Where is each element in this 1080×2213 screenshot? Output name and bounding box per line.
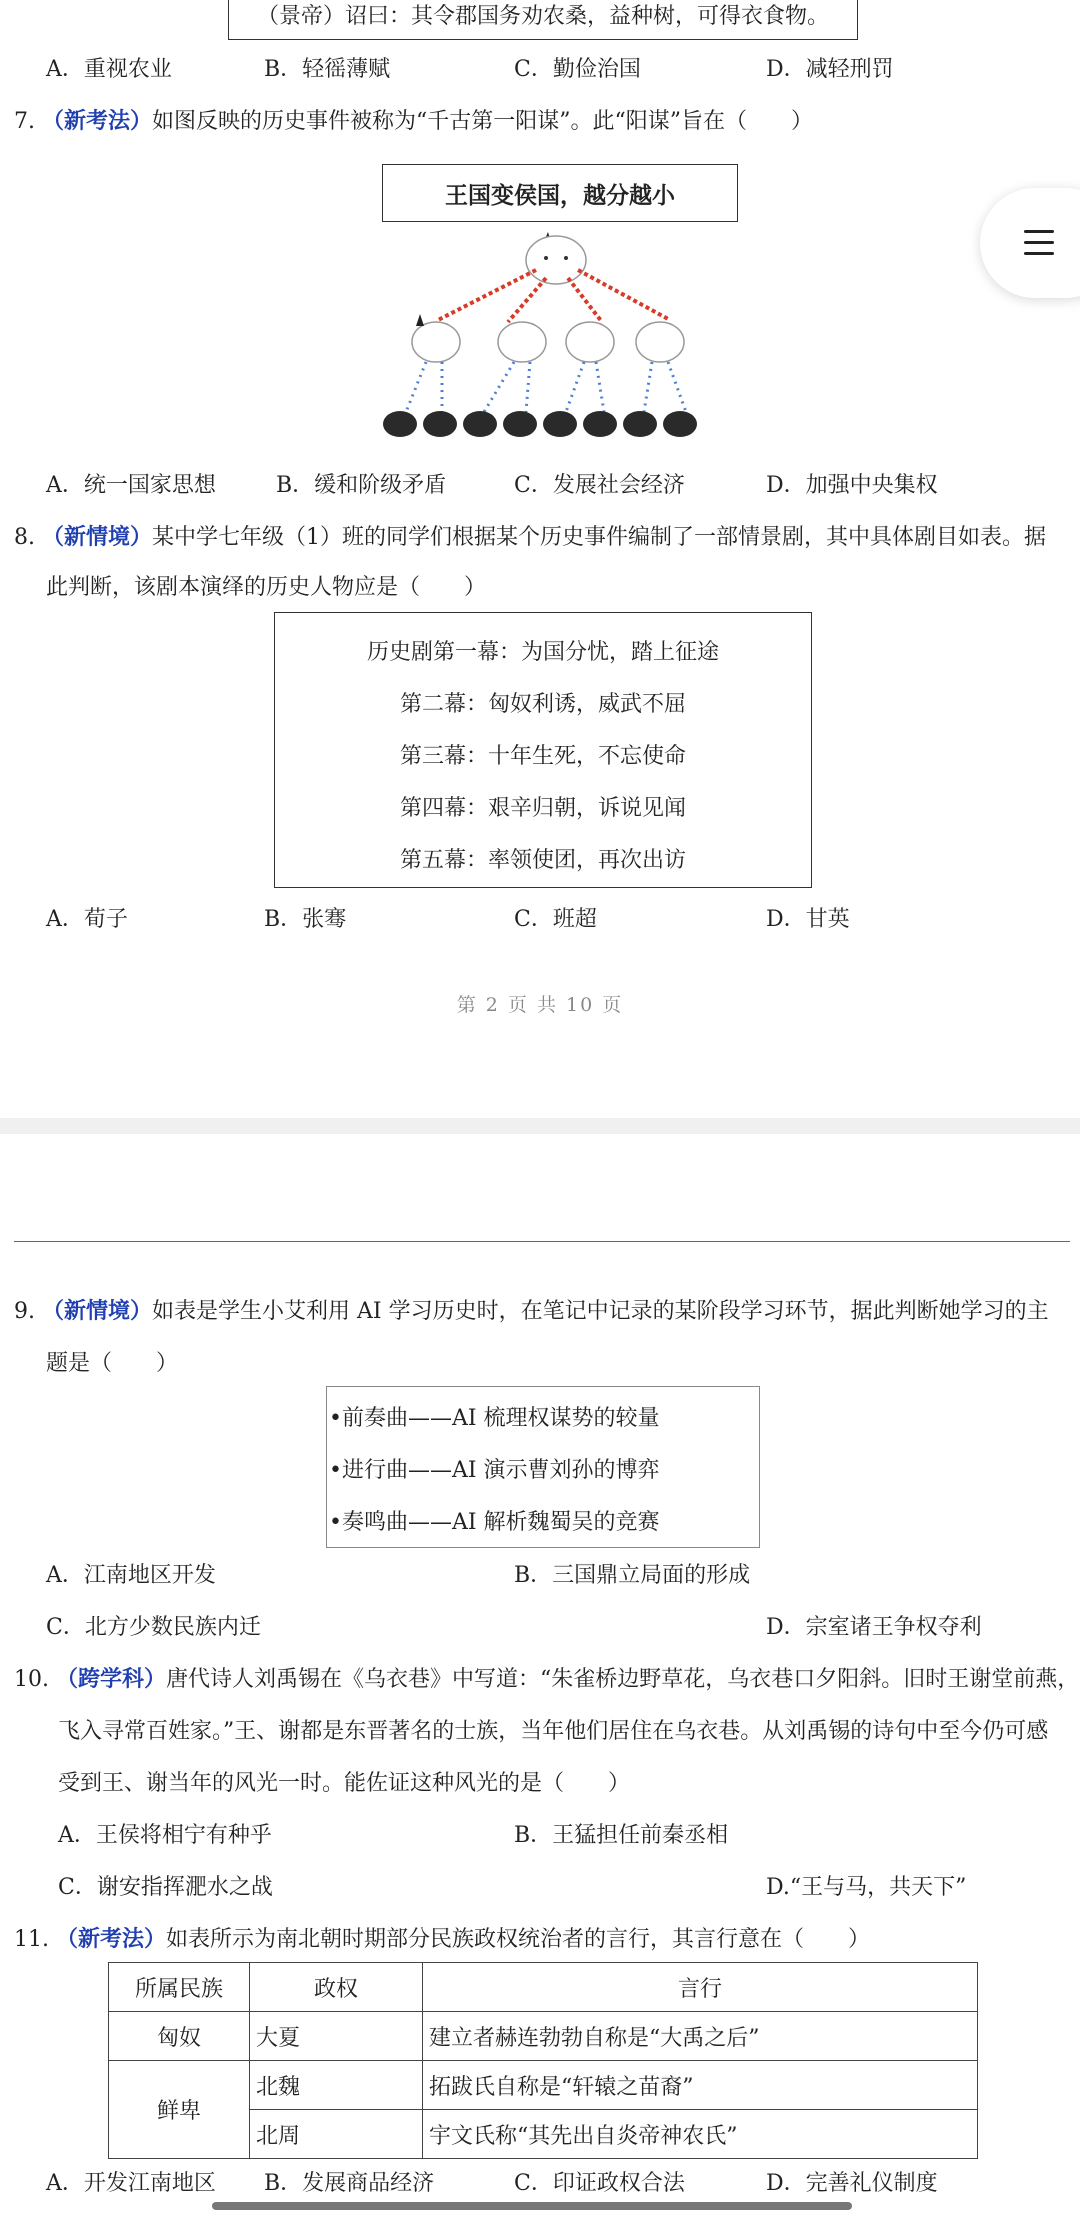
note-1: •前奏曲——AI 梳理权谋势的较量: [329, 1406, 660, 1431]
q11-option-c[interactable]: C．印证政权合法: [514, 2171, 685, 2196]
q11-text: 如表所示为南北朝时期部分民族政权统治者的言行，其言行意在（ ）: [166, 1927, 871, 1952]
figure-title: 王国变侯国，越分越小: [445, 183, 675, 209]
q10-text-3: 受到王、谢当年的风光一时。能佐证这种风光的是（ ）: [58, 1771, 631, 1796]
cell-regime: 北周: [250, 2110, 423, 2159]
q10-stem: [14, 1662, 1080, 1693]
quote-box: [228, 0, 858, 40]
q10-option-a[interactable]: A．王侯将相宁有种乎: [58, 1823, 272, 1848]
act-2: 第二幕：匈奴利诱，威武不屈: [399, 692, 686, 717]
page-footer: 第 2 页 共 10 页: [456, 994, 624, 1016]
kingdom-split-illustration: [380, 162, 740, 438]
q11-stem: [14, 1922, 1066, 1953]
q8-option-d[interactable]: D．甘英: [766, 907, 850, 932]
q7-option-c[interactable]: C．发展社会经济: [514, 473, 685, 498]
cell-regime: 北魏: [250, 2061, 423, 2110]
q8-option-a[interactable]: A．荀子: [46, 907, 128, 932]
q9-number: 9.: [14, 1299, 35, 1324]
q10-text-1: 唐代诗人刘禹锡在《乌衣巷》中写道：“朱雀桥边野草花，乌衣巷口夕阳斜。旧时王谢堂前燕，: [166, 1667, 1080, 1692]
q9-option-c[interactable]: C．北方少数民族内迁: [46, 1615, 261, 1640]
q8-stem: [14, 520, 1066, 551]
q7-stem: [14, 104, 1066, 135]
q9-text-1: 如表是学生小艾利用 AI 学习历史时，在笔记中记录的某阶段学习环节，据此判断她学习的主: [152, 1299, 1049, 1324]
q6-option-a[interactable]: A．重视农业: [46, 57, 172, 82]
q9-option-a[interactable]: A．江南地区开发: [46, 1563, 216, 1588]
cell-words: 宇文氏称“其先出自炎帝神农氏”: [423, 2110, 978, 2159]
q8-text-1: 某中学七年级（1）班的同学们根据某个历史事件编制了一部情景剧，其中具体剧目如表。据: [152, 525, 1047, 550]
header-regime: 政权: [250, 1963, 423, 2012]
floating-menu-button[interactable]: [980, 188, 1080, 298]
horizontal-scrollbar[interactable]: [212, 2202, 852, 2210]
q8-number: 8.: [14, 525, 35, 550]
q7-tag: （新考法）: [42, 108, 153, 134]
table-header-row: [109, 1963, 978, 2012]
q8-text-2: 此判断，该剧本演绎的历史人物应是（ ）: [46, 575, 487, 600]
q10-option-c[interactable]: C．谢安指挥淝水之战: [58, 1875, 273, 1900]
header-divider: [14, 1241, 1070, 1242]
cell-regime: 大夏: [250, 2012, 423, 2061]
q7-option-a[interactable]: A．统一国家思想: [46, 473, 216, 498]
q11-option-b[interactable]: B．发展商品经济: [264, 2171, 435, 2196]
q11-tag: （新考法）: [56, 1926, 167, 1952]
q10-option-d[interactable]: D.“王与马，共天下”: [766, 1875, 967, 1900]
cell-words: 拓跋氏自称是“轩辕之苗裔”: [423, 2061, 978, 2110]
q11-table: [108, 1962, 978, 2159]
hamburger-menu-icon: [1024, 230, 1054, 233]
note-2: •进行曲——AI 演示曹刘孙的博弈: [329, 1458, 660, 1483]
q7-option-d[interactable]: D．加强中央集权: [766, 473, 938, 498]
q8-tag: （新情境）: [42, 524, 153, 550]
quote-text: （景帝）诏曰：其令郡国务劝农桑，益种树，可得衣食物。: [256, 4, 829, 29]
header-words: 言行: [423, 1963, 978, 2012]
q9-stem: [14, 1294, 1066, 1325]
cell-ethnic-xiongnu: 匈奴: [109, 2012, 250, 2061]
q7-text: 如图反映的历史事件被称为“千古第一阳谋”。此“阳谋”旨在（ ）: [152, 109, 814, 134]
act-5: 第五幕：率领使团，再次出访: [399, 848, 686, 873]
q6-option-c[interactable]: C．勤俭治国: [514, 57, 641, 82]
q9-option-d[interactable]: D．宗室诸王争权夺利: [766, 1615, 982, 1640]
header-ethnic: 所属民族: [109, 1963, 250, 2012]
q10-text-2: 飞入寻常百姓家。”王、谢都是东晋著名的士族，当年他们居住在乌衣巷。从刘禹锡的诗句中至今仍可感: [58, 1719, 1049, 1744]
q10-number: 10.: [14, 1667, 49, 1692]
q6-option-d[interactable]: D．减轻刑罚: [766, 57, 894, 82]
q10-option-b[interactable]: B．王猛担任前秦丞相: [514, 1823, 729, 1848]
q10-tag: （跨学科）: [56, 1666, 167, 1692]
note-3: •奏鸣曲——AI 解析魏蜀吴的竞赛: [329, 1510, 660, 1535]
q8-acts-box: [274, 612, 812, 888]
q11-option-d[interactable]: D．完善礼仪制度: [766, 2171, 938, 2196]
q11-number: 11.: [14, 1927, 49, 1952]
act-4: 第四幕：艰辛归朝，诉说见闻: [399, 796, 686, 821]
q9-notes-box: [326, 1386, 760, 1548]
q7-option-b[interactable]: B．缓和阶级矛盾: [276, 473, 447, 498]
cell-words: 建立者赫连勃勃自称是“大禹之后”: [423, 2012, 978, 2061]
q7-figure: [380, 162, 740, 438]
act-3: 第三幕：十年生死，不忘使命: [399, 744, 686, 769]
table-row: [109, 2061, 978, 2110]
emperor-cat-icon: [526, 232, 586, 284]
cell-ethnic-xianbei: 鲜卑: [109, 2061, 250, 2159]
q8-option-b[interactable]: B．张骞: [264, 907, 347, 932]
q9-text-2: 题是（ ）: [46, 1351, 179, 1376]
hamburger-bar: [1024, 252, 1054, 255]
q6-option-b[interactable]: B．轻徭薄赋: [264, 57, 391, 82]
q11-option-a[interactable]: A．开发江南地区: [46, 2171, 216, 2196]
q9-tag: （新情境）: [42, 1298, 153, 1324]
act-1: 历史剧第一幕：为国分忧，踏上征途: [366, 640, 719, 665]
page-gap: [0, 1118, 1080, 1134]
table-row: [109, 2012, 978, 2061]
q8-option-c[interactable]: C．班超: [514, 907, 597, 932]
hamburger-bar: [1024, 241, 1054, 244]
q7-number: 7.: [14, 109, 35, 134]
q9-option-b[interactable]: B．三国鼎立局面的形成: [514, 1563, 751, 1588]
